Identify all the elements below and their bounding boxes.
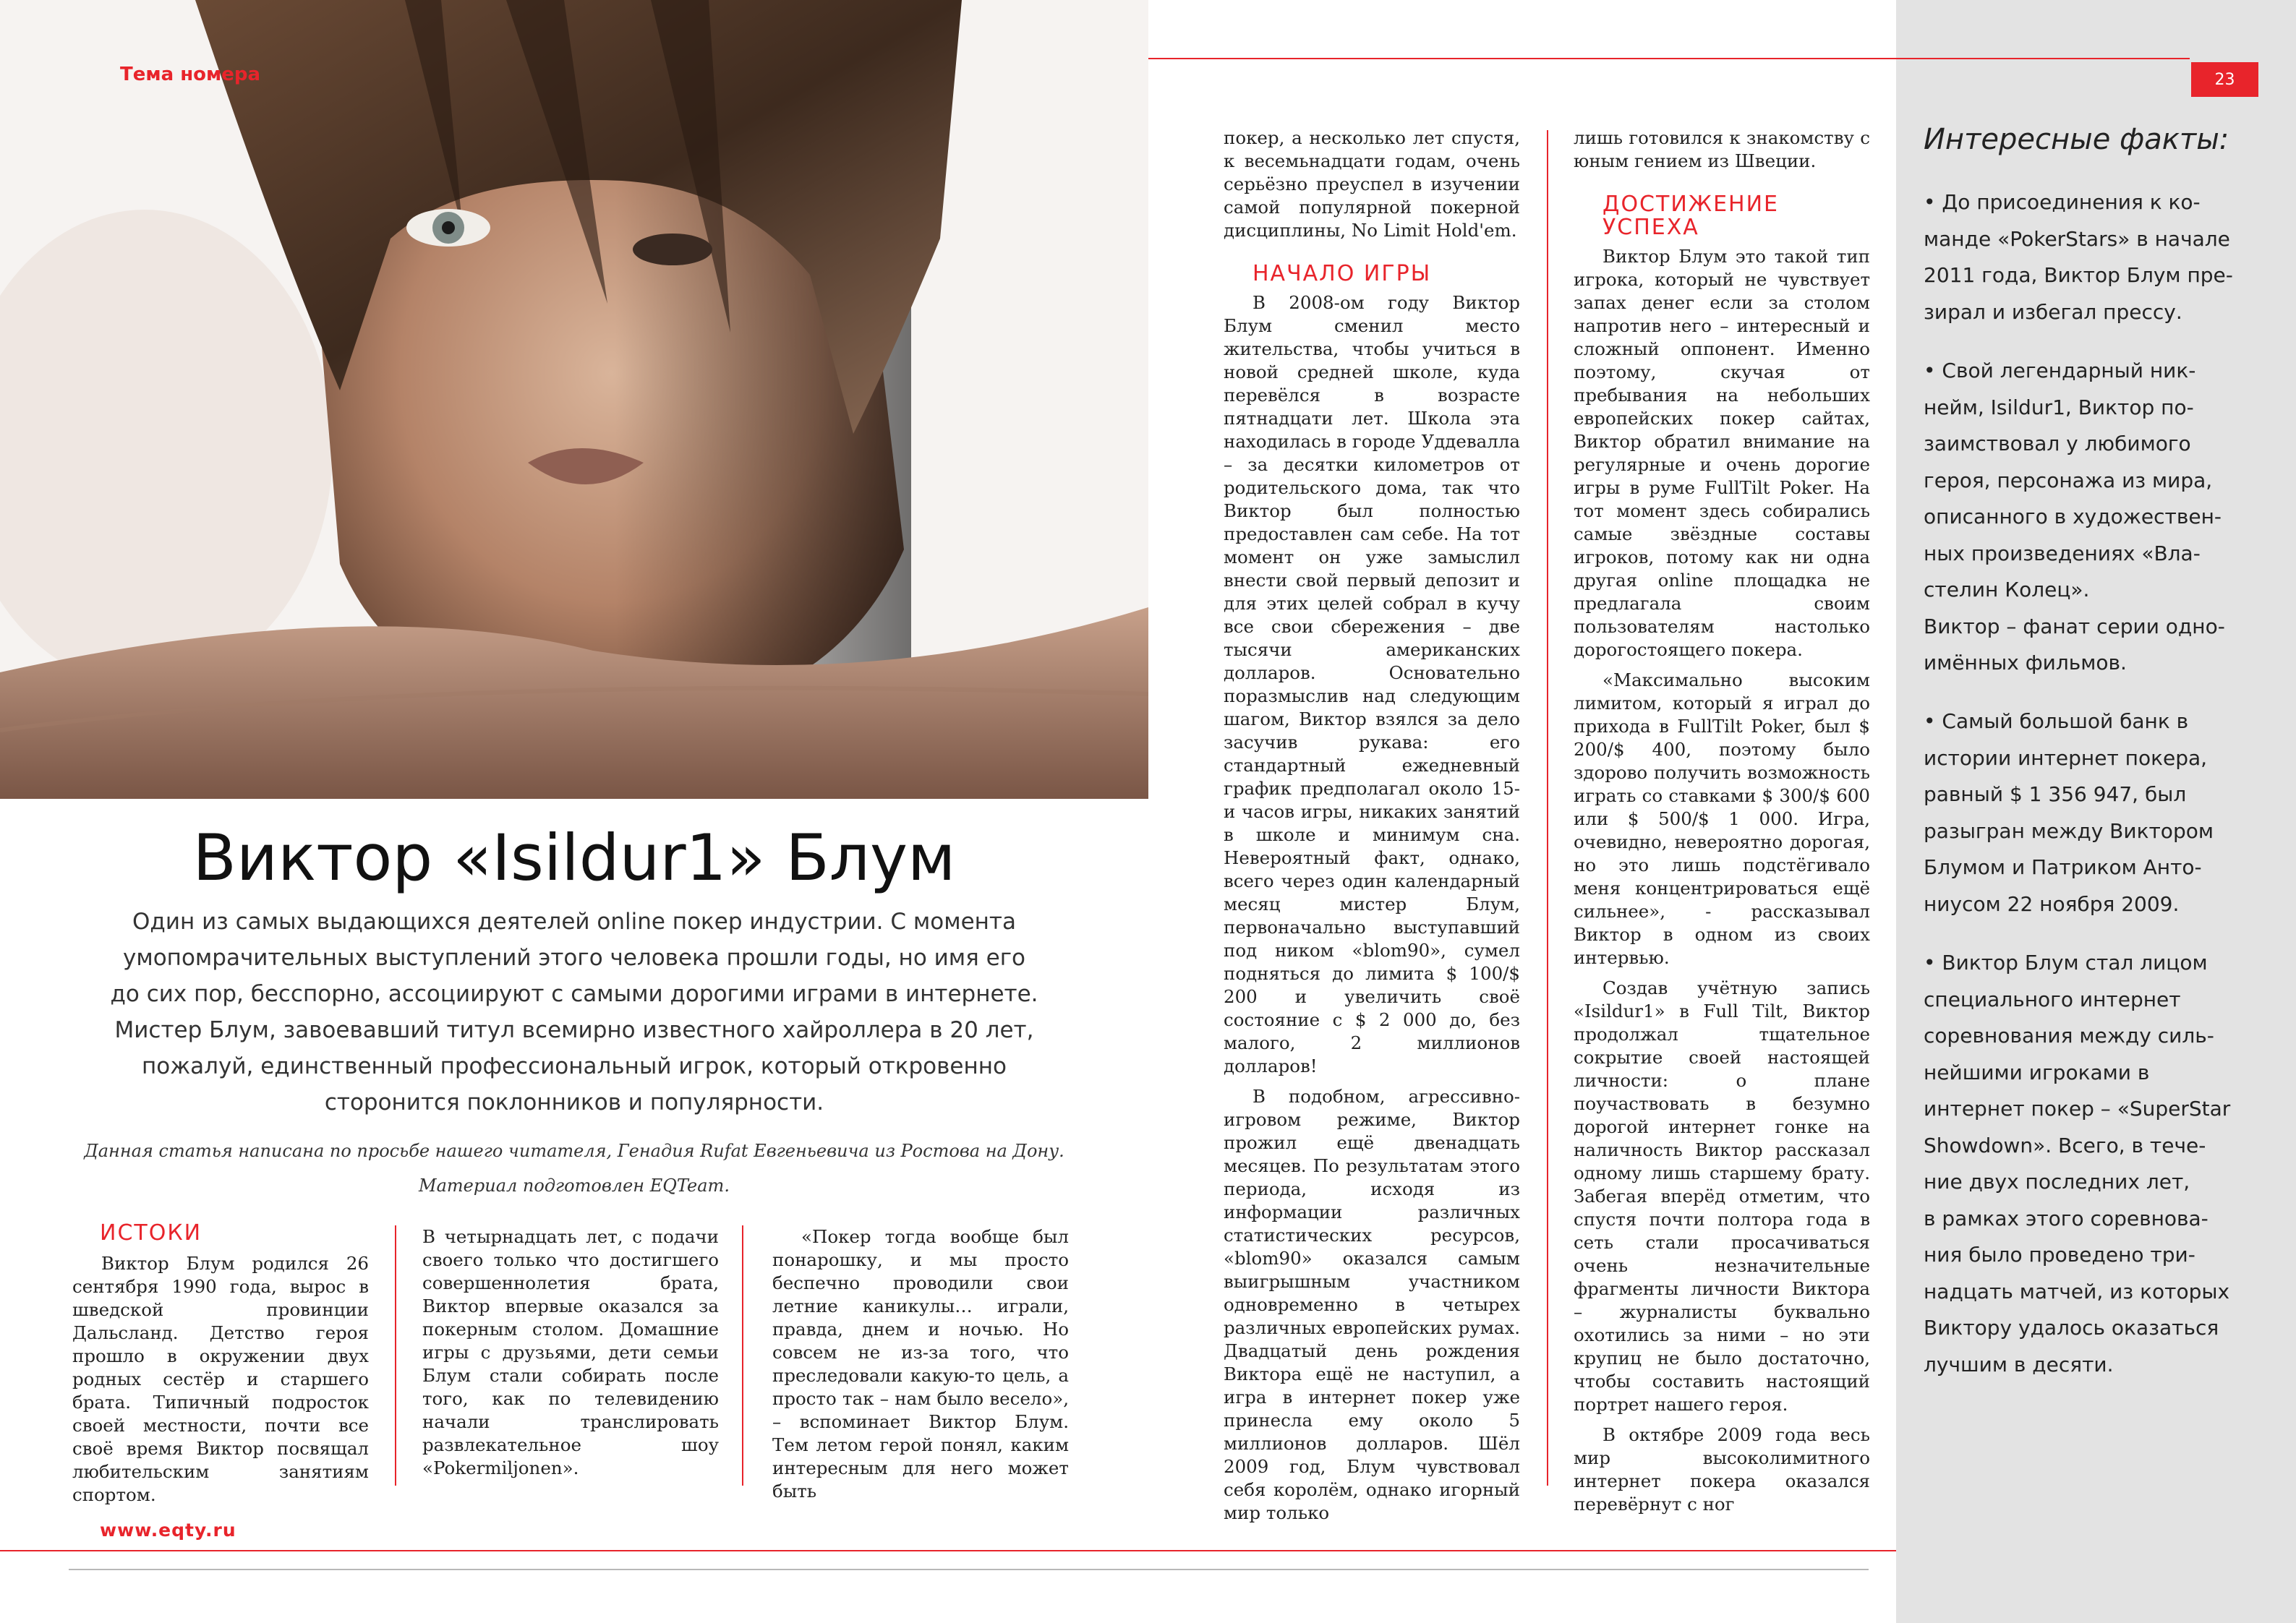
article-column-2 <box>422 1225 719 1480</box>
fact-line: имённых фильмов. <box>1924 651 2127 675</box>
article-lead <box>29 904 1119 1121</box>
footer-rule-right <box>1148 1569 1869 1570</box>
fact-line: лучшим в десяти. <box>1924 1352 2114 1376</box>
paragraph: «Покер тогда вообще был понарошку, и мы просто беспечно проводили свои летние каникулы… играли, правда, днем и ночью. Но совсем не из-за того, что преследовали какую-то цель, а просто так – нам было весело», – вспоминает Виктор Блум. Тем летом герой понял, каким интересным для него может быть <box>772 1226 1069 1502</box>
fact-line: специального интернет <box>1924 987 2181 1011</box>
footer-url[interactable]: www.eqty.ru <box>100 1520 236 1541</box>
facts-title: Интересные факты: <box>1924 123 2229 156</box>
lead-line: Один из самых выдающихся деятелей online покер индустрии. С момента <box>132 909 1016 935</box>
paragraph: Виктор Блум это такой тип игрока, который не чувствует запах денег если за столом напротив него – интересный и сложный оппонент. Именно поэтому, скучая от пребывания на небольших европейских покер сайтах, Виктор обратил внимание на регулярные и очень дорогие игры в руме FullTilt Poker. На тот момент здесь собирались самые звёздные составы игроков, потому как ни одна другая online площадка не предлагала своим пользователям настолько дорогостоящего покера. <box>1574 246 1870 660</box>
article-title: Виктор «Isildur1» Блум <box>192 821 956 895</box>
note-line: Материал подготовлен EQTeam. <box>419 1176 730 1196</box>
fact-line: манде «PokerStars» в начале <box>1924 226 2230 251</box>
fact-line: • Свой легендарный ник- <box>1924 359 2196 382</box>
section-tag: Тема номера <box>120 64 261 85</box>
fact-line: описанного в художествен- <box>1924 505 2222 528</box>
fact-line: ниусом 22 ноября 2009. <box>1924 891 2180 916</box>
fact-line: равный $ 1 356 947, был <box>1924 782 2187 806</box>
fact-line: соревнования между силь- <box>1924 1024 2214 1048</box>
fact-line: зирал и избегал прессу. <box>1924 299 2182 324</box>
section-heading-origins: ИСТОКИ <box>100 1220 202 1246</box>
fact-line: нейшими игроками в <box>1924 1060 2150 1084</box>
article-column-3 <box>772 1225 1069 1503</box>
paragraph: Виктор Блум родился 26 сентября 1990 года, вырос в шведской провинции Дальсланд. Детство героя прошло в окружении двух родных сестёр и старшего брата. Типичный подросток своей местности, почти все своё время Виктор посвящал любительским занятиям спортом. <box>72 1253 369 1505</box>
portrait-photo <box>0 0 1148 799</box>
fact-line: 2011 года, Виктор Блум пре- <box>1924 263 2233 287</box>
fact-line: ние двух последних лет, <box>1924 1170 2190 1194</box>
paragraph: покер, а несколько лет спустя, к весемьнадцати годам, очень серьёзно преуспел в изучении самой популярной покерной дисциплины, No Limit Hold'em. <box>1224 127 1520 241</box>
paragraph: Создав учётную запись «Isildur1» в Full Tilt, Виктор продолжал тщательное сокрытие своей настоящей личности: о плане поучаствовать в безумно дорогой интернет гонке на наличность Виктор рассказал одному лишь старшему брату. Забегая вперёд отметим, что спустя почти полтора года в сеть стали просачиваться очень незначительные фрагменты личности Виктора – журналисты буквально охотились за ними – но эти крупиц не было достаточно, чтобы составить настоящий портрет нашего героя. <box>1574 977 1870 1415</box>
header-line-right <box>1148 58 1896 59</box>
footer-line-left <box>0 1550 1148 1551</box>
fact-line: в рамках этого соревнова- <box>1924 1206 2208 1230</box>
paragraph: В подобном, агрессивно-игровом режиме, Виктор прожил ещё двенадцать месяцев. По результатам этого периода, исходя из информации различных статистических ресурсов, «blom90» оказался самым выигрышным участником одновременно в четырех различных европейских румах. Двадцатый день рождения Виктора ещё не наступил, а игра в интернет покер уже принесла ему около 5 миллионов долларов. Шёл 2009 год, Блум чувствовал себя королём, однако игорный мир только <box>1224 1086 1520 1523</box>
fact-line: ных произведениях «Вла- <box>1924 541 2201 565</box>
article-column-5 <box>1574 127 1870 1516</box>
note-line: Данная статья написана по просьбе нашего читателя, Генадия Rufat Евгеньевича из Ростова на Дону. <box>84 1141 1064 1161</box>
fact-line: интернет покер – «SuperStar <box>1924 1097 2231 1121</box>
right-page-number: 23 <box>2191 62 2258 97</box>
fact-line: Блумом и Патриком Анто- <box>1924 855 2202 879</box>
fact-item-3 <box>1924 703 2235 922</box>
header-line-sidebar <box>1896 58 2190 59</box>
footer-line-right <box>1148 1550 1896 1551</box>
paragraph: «Максимально высоким лимитом, который я играл до прихода в FullTilt Poker, был $ 200/$ 400, поэтому было здорово получить возможность играть со ставками $ 300/$ 600 или $ 500/$ 1 000. Игра, очевидно, невероятно дорогая, но это лишь подстёгивало меня концентрироваться ещё сильнее», - рассказывал Виктор в одном из своих интервью. <box>1574 669 1870 968</box>
fact-line: • До присоединения к ко- <box>1924 190 2201 214</box>
paragraph: В 2008-ом году Виктор Блум сменил место жительства, чтобы учиться в новой средней школе, куда перевёлся в возрасте пятнадцати лет. Школа эта находилась в городе Уддевалла – за десятки километров от родительского дома, так что Виктор был полностью предоставлен сам себе. На тот момент он уже замыслил внести свой первый депозит и для этих целей собрал в кучу все свои сбережения – две тысячи американских долларов. Основательно поразмыслив над следующим шагом, Виктор взялся за дело засучив рукава: его стандартный ежедневный график предполагал около 15-и часов игры, никаких занятий в школе и минимум сна. Невероятный факт, однако, всего через один календарный месяц мистер Блум, первоначально выступавший под ником «blom90», сумел подняться до лимита $ 100/$ 200 и увеличить своё состояние с $ 2 000 до, без малого, 2 миллионов долларов! <box>1224 292 1520 1076</box>
fact-line: Виктор – фанат серии одно- <box>1924 614 2225 638</box>
article-column-4 <box>1224 127 1520 1525</box>
section-heading-success: ДОСТИЖЕНИЕ УСПЕХА <box>1602 192 1779 240</box>
lead-line: пожалуй, единственный профессиональный игрок, который откровенно <box>142 1053 1007 1079</box>
fact-line: Виктору удалось оказаться <box>1924 1316 2219 1340</box>
paragraph: В октябре 2009 года весь мир высоколимитного интернет покера оказался перевёрнут с ног <box>1574 1424 1870 1515</box>
fact-line: заимствовал у любимого <box>1924 432 2191 455</box>
fact-line: нейм, Isildur1, Виктор по- <box>1924 395 2194 419</box>
article-note <box>29 1134 1119 1203</box>
column-divider <box>395 1225 396 1486</box>
fact-line: надцать матчей, из которых <box>1924 1279 2230 1303</box>
lead-line: умопомрачительных выступлений этого человека прошли годы, но имя его <box>122 945 1026 971</box>
column-divider <box>742 1225 743 1486</box>
fact-line: • Самый большой банк в <box>1924 709 2189 733</box>
fact-line: героя, персонажа из мира, <box>1924 468 2213 492</box>
article-column-1 <box>72 1252 369 1507</box>
section-heading-game-start: НАЧАЛО ИГРЫ <box>1252 261 1432 286</box>
paragraph: лишь готовился к знакомству с юным гением из Швеции. <box>1574 127 1870 171</box>
lead-line: до сих пор, бесспорно, ассоциируют с самыми дорогими играми в интернете. <box>110 981 1038 1007</box>
fact-line: стелин Колец». <box>1924 578 2090 601</box>
footer-rule-left <box>69 1569 1148 1570</box>
paragraph: В четырнадцать лет, с подачи своего только что достигшего совершеннолетия брата, Виктор впервые оказался за покерным столом. Домашние игры с друзьями, дети семьи Блум стали собирать после того, как по телевидению начали транслировать развлекательное шоу «Pokermiljonen». <box>422 1226 719 1478</box>
fact-item-2 <box>1924 353 2235 682</box>
fact-line: • Виктор Блум стал лицом <box>1924 951 2208 975</box>
fact-line: истории интернет покера, <box>1924 745 2208 770</box>
fact-line: Showdown». Всего, в тече- <box>1924 1133 2206 1157</box>
fact-item-4 <box>1924 945 2235 1383</box>
fact-line: разыгран между Виктором <box>1924 818 2214 843</box>
lead-line: Мистер Блум, завоевавший титул всемирно известного хайроллера в 20 лет, <box>114 1017 1034 1043</box>
column-divider <box>1547 130 1548 1486</box>
fact-item-1 <box>1924 184 2235 330</box>
lead-line: сторонится поклонников и популярности. <box>324 1089 824 1115</box>
fact-line: ния было проведено три- <box>1924 1243 2195 1267</box>
